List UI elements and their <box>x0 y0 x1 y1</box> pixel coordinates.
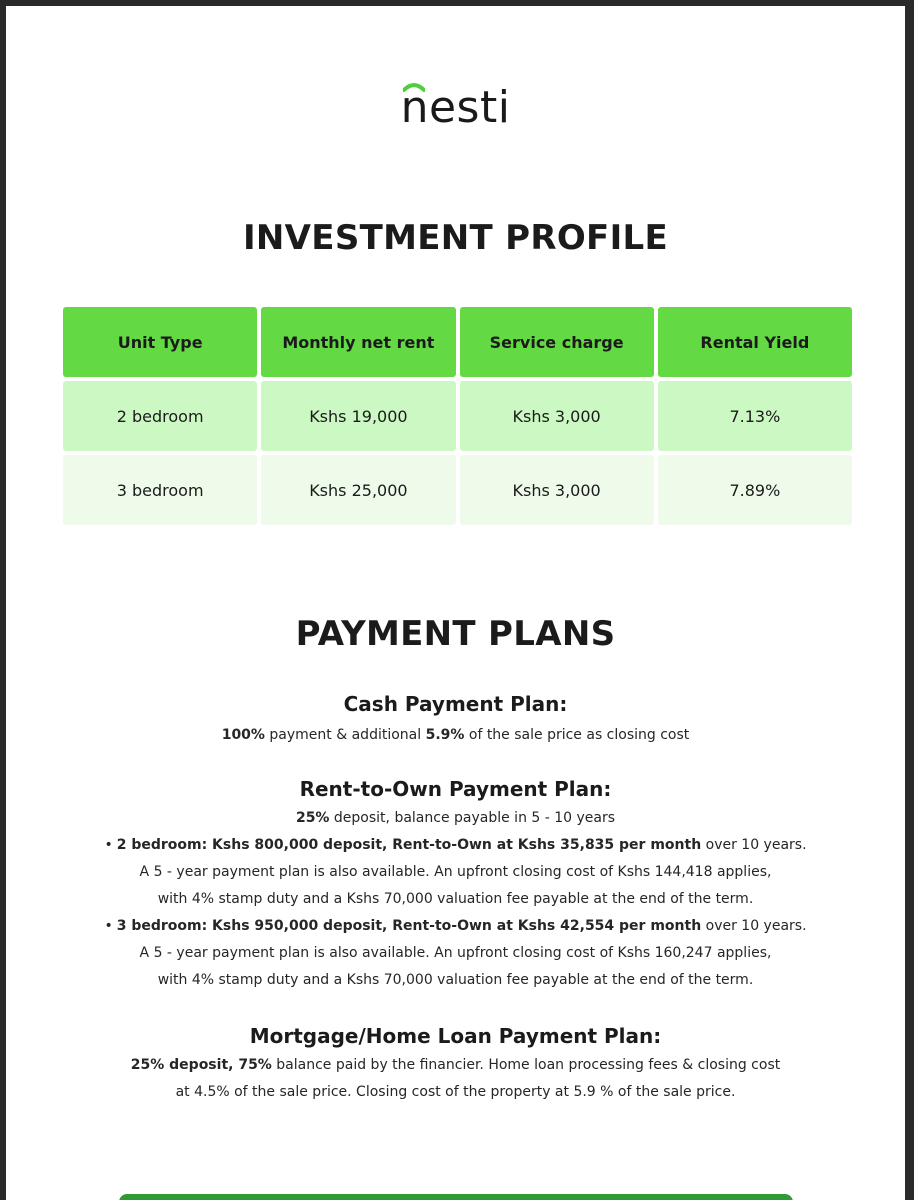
rent-to-own-intro <box>6 805 905 832</box>
brand-name: nesti <box>400 82 511 133</box>
cash-plan-text: of the sale price as closing cost <box>464 727 690 743</box>
cash-plan-text: payment & additional <box>264 727 426 743</box>
bullet-icon: • <box>104 837 113 853</box>
rent-to-own-3-bedroom-detail: with 4% stamp duty and a Kshs 70,000 valuation fee payable at the end of the term. <box>157 972 754 988</box>
table-cell: Kshs 25,000 <box>261 455 455 525</box>
rent-to-own-deposit-percent: 25% <box>295 810 330 826</box>
mortgage-plan-text: balance paid by the financier. Home loan processing fees & closing cost <box>271 1057 781 1073</box>
bullet-text: over 10 years. <box>701 837 807 853</box>
mortgage-payment-plan <box>6 1024 905 1106</box>
cash-plan-title: Cash Payment Plan: <box>343 692 568 716</box>
table-cell: Kshs 3,000 <box>460 455 654 525</box>
rent-to-own-2-bedroom-detail: with 4% stamp duty and a Kshs 70,000 valuation fee payable at the end of the term. <box>157 891 754 907</box>
table-cell: Kshs 19,000 <box>261 381 455 451</box>
column-header-rental-yield: Rental Yield <box>658 307 852 377</box>
brand-logo <box>6 84 905 132</box>
rent-to-own-title: Rent-to-Own Payment Plan: <box>299 777 612 801</box>
table-cell: 7.13% <box>658 381 852 451</box>
table-cell: 7.89% <box>658 455 852 525</box>
bullet-text: over 10 years. <box>701 918 807 934</box>
mortgage-plan-title: Mortgage/Home Loan Payment Plan: <box>249 1024 662 1048</box>
bullet-bold-text: 3 bedroom: Kshs 950,000 deposit, Rent-to-Own at Kshs 42,554 per month <box>116 918 702 934</box>
investment-profile-table <box>59 303 856 529</box>
column-header-unit-type: Unit Type <box>63 307 257 377</box>
mortgage-plan-line-2: at 4.5% of the sale price. Closing cost of the property at 5.9 % of the sale price. <box>175 1084 736 1100</box>
rent-to-own-intro-text: deposit, balance payable in 5 - 10 years <box>329 810 616 826</box>
mortgage-plan-line-1 <box>6 1052 905 1079</box>
table-header-row <box>63 307 852 377</box>
table-cell: 3 bedroom <box>63 455 257 525</box>
table-cell: 2 bedroom <box>63 381 257 451</box>
table-row <box>63 381 852 451</box>
rent-to-own-payment-plan <box>6 777 905 994</box>
column-header-service-charge: Service charge <box>460 307 654 377</box>
investment-profile-title: INVESTMENT PROFILE <box>242 218 669 258</box>
bullet-icon: • <box>104 918 113 934</box>
rent-to-own-3-bedroom-detail: A 5 - year payment plan is also available. An upfront closing cost of Kshs 160,247 applies, <box>139 945 772 961</box>
table-row <box>63 455 852 525</box>
rent-to-own-2-bedroom-detail: A 5 - year payment plan is also available. An upfront closing cost of Kshs 144,418 applies, <box>139 864 772 880</box>
bottom-green-banner <box>119 1194 793 1200</box>
cash-payment-plan <box>6 692 905 749</box>
column-header-monthly-net-rent: Monthly net rent <box>261 307 455 377</box>
bullet-bold-text: 2 bedroom: Kshs 800,000 deposit, Rent-to-Own at Kshs 35,835 per month <box>116 837 702 853</box>
rent-to-own-bullet-3-bedroom <box>6 913 905 940</box>
payment-plans-title: PAYMENT PLANS <box>295 614 616 654</box>
rent-to-own-bullet-2-bedroom <box>6 832 905 859</box>
mortgage-deposit-split: 25% deposit, 75% <box>130 1057 272 1073</box>
cash-plan-closing-percent: 5.9% <box>425 727 465 743</box>
cash-plan-percent: 100% <box>221 727 265 743</box>
logo-arc-icon <box>403 80 425 92</box>
table-cell: Kshs 3,000 <box>460 381 654 451</box>
document-page <box>6 6 905 1200</box>
cash-plan-description <box>6 722 905 749</box>
